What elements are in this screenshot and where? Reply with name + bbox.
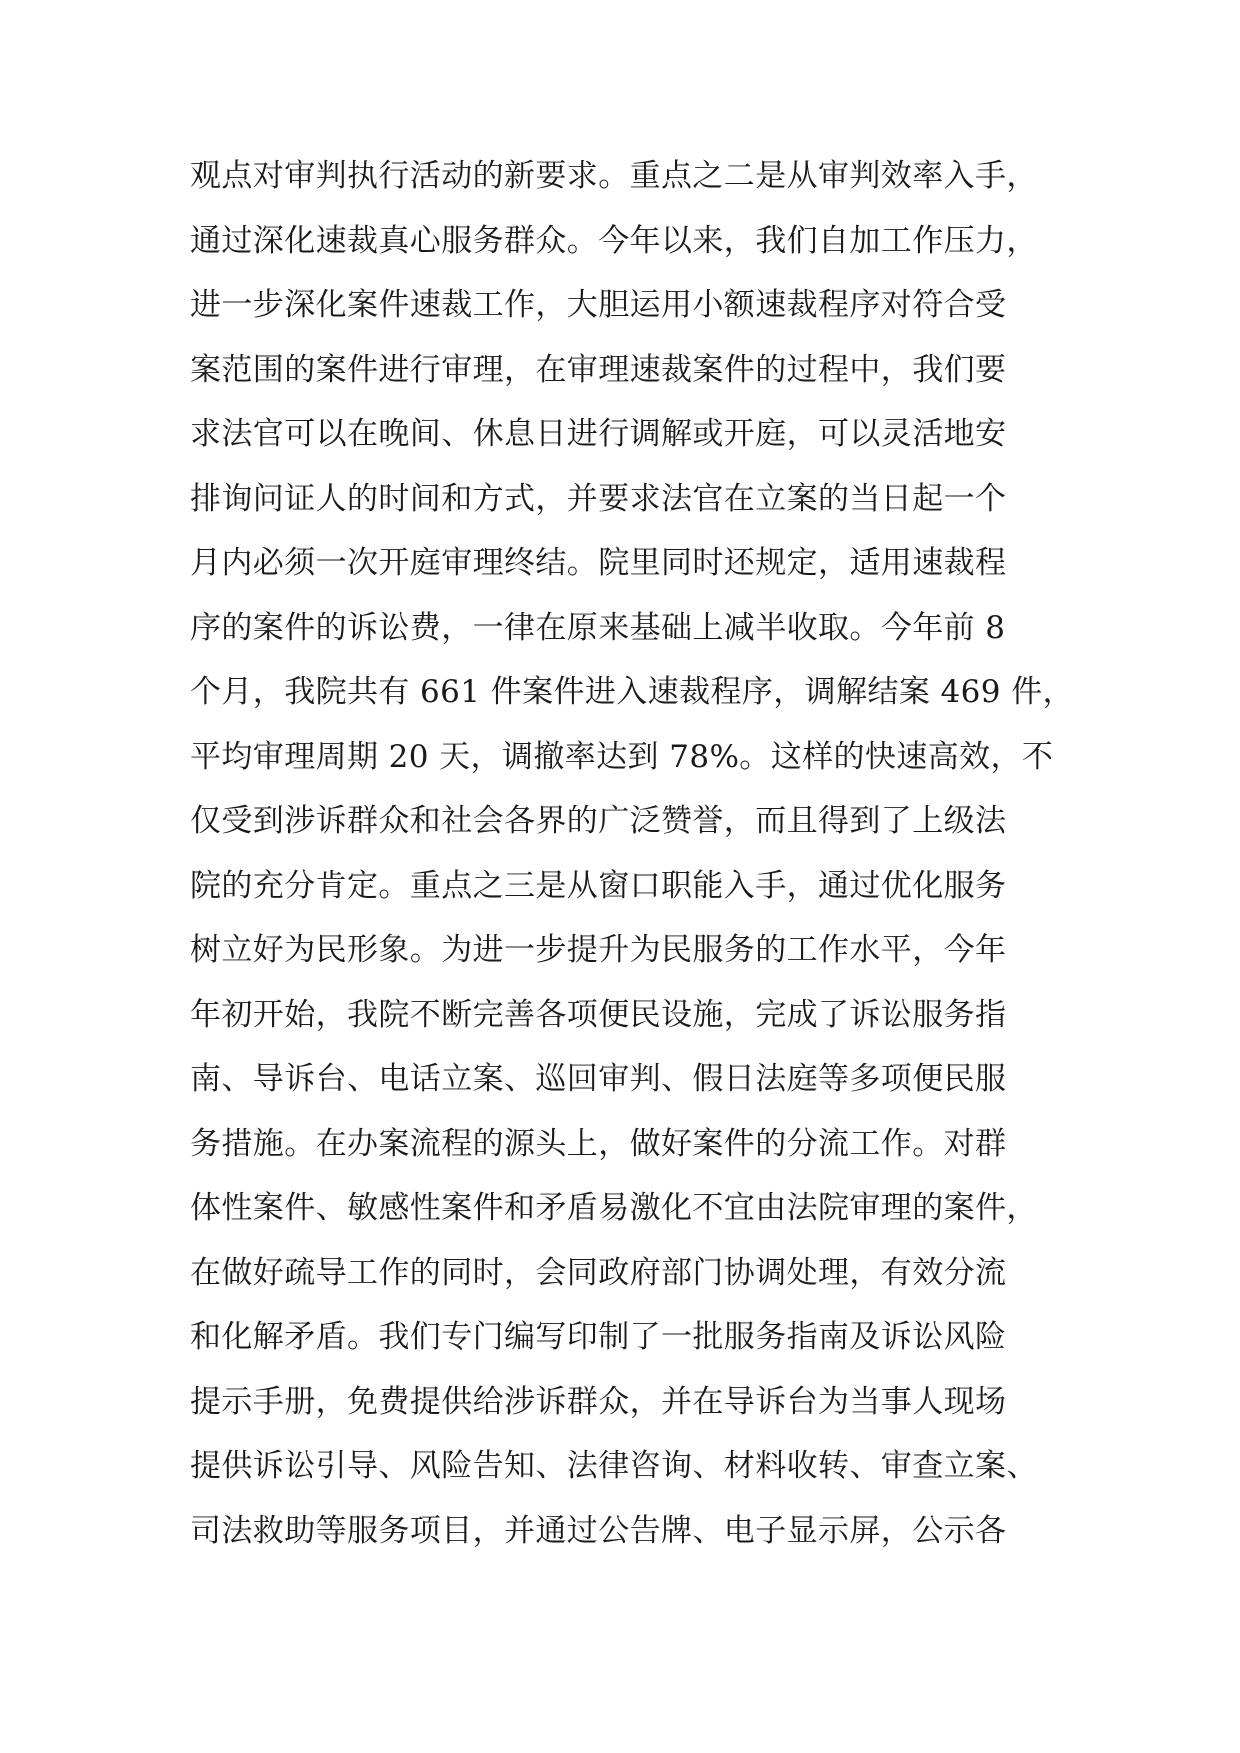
text-line: 排询问证人的时间和方式，并要求法官在立案的当日起一个 [190,480,1007,517]
text-line: 树立好为民形象。为进一步提升为民服务的工作水平，今年 [190,932,1007,968]
text-line: 体性案件、敏感性案件和矛盾易激化不宜由法院审理的案件， [190,1190,1038,1226]
text-line: 平均审理周期 20 天，调撤率达到 78%。这样的快速高效，不 [190,738,1054,775]
text-line: 和化解矛盾。我们专门编写印制了一批服务指南及诉讼风险 [190,1319,1007,1355]
text-line: 序的案件的诉讼费，一律在原来基础上减半收取。今年前 8 [190,609,1006,646]
text-line: 提示手册，免费提供给涉诉群众，并在导诉台为当事人现场 [190,1383,1007,1420]
text-line: 提供诉讼引导、风险告知、法律咨询、材料收转、审查立案、 [190,1448,1038,1484]
text-line: 月内必须一次开庭审理终结。院里同时还规定，适用速裁程 [190,545,1007,581]
text-line: 个月，我院共有 661 件案件进入速裁程序，调解结案 469 件， [190,674,1074,710]
text-line: 年初开始，我院不断完善各项便民设施，完成了诉讼服务指 [190,996,1007,1033]
text-line: 进一步深化案件速裁工作，大胆运用小额速裁程序对符合受 [190,287,1007,323]
text-line: 通过深化速裁真心服务群众。今年以来，我们自加工作压力， [190,222,1038,259]
text-line: 院的充分肯定。重点之三是从窗口职能入手，通过优化服务 [190,867,1007,904]
text-line: 务措施。在办案流程的源头上，做好案件的分流工作。对群 [190,1125,1007,1162]
text-line: 求法官可以在晚间、休息日进行调解或开庭，可以灵活地安 [190,416,1007,452]
text-line: 在做好疏导工作的同时，会同政府部门协调处理，有效分流 [190,1254,1007,1291]
text-line: 仅受到涉诉群众和社会各界的广泛赞誉，而且得到了上级法 [190,803,1007,839]
text-line: 观点对审判执行活动的新要求。重点之二是从审判效率入手， [190,158,1038,194]
body-paragraph [190,154,1074,1573]
text-line: 案范围的案件进行审理，在审理速裁案件的过程中，我们要 [190,351,1007,388]
text-line: 南、导诉台、电话立案、巡回审判、假日法庭等多项便民服 [190,1061,1007,1097]
text-line: 司法救助等服务项目，并通过公告牌、电子显示屏，公示各 [190,1512,1007,1549]
